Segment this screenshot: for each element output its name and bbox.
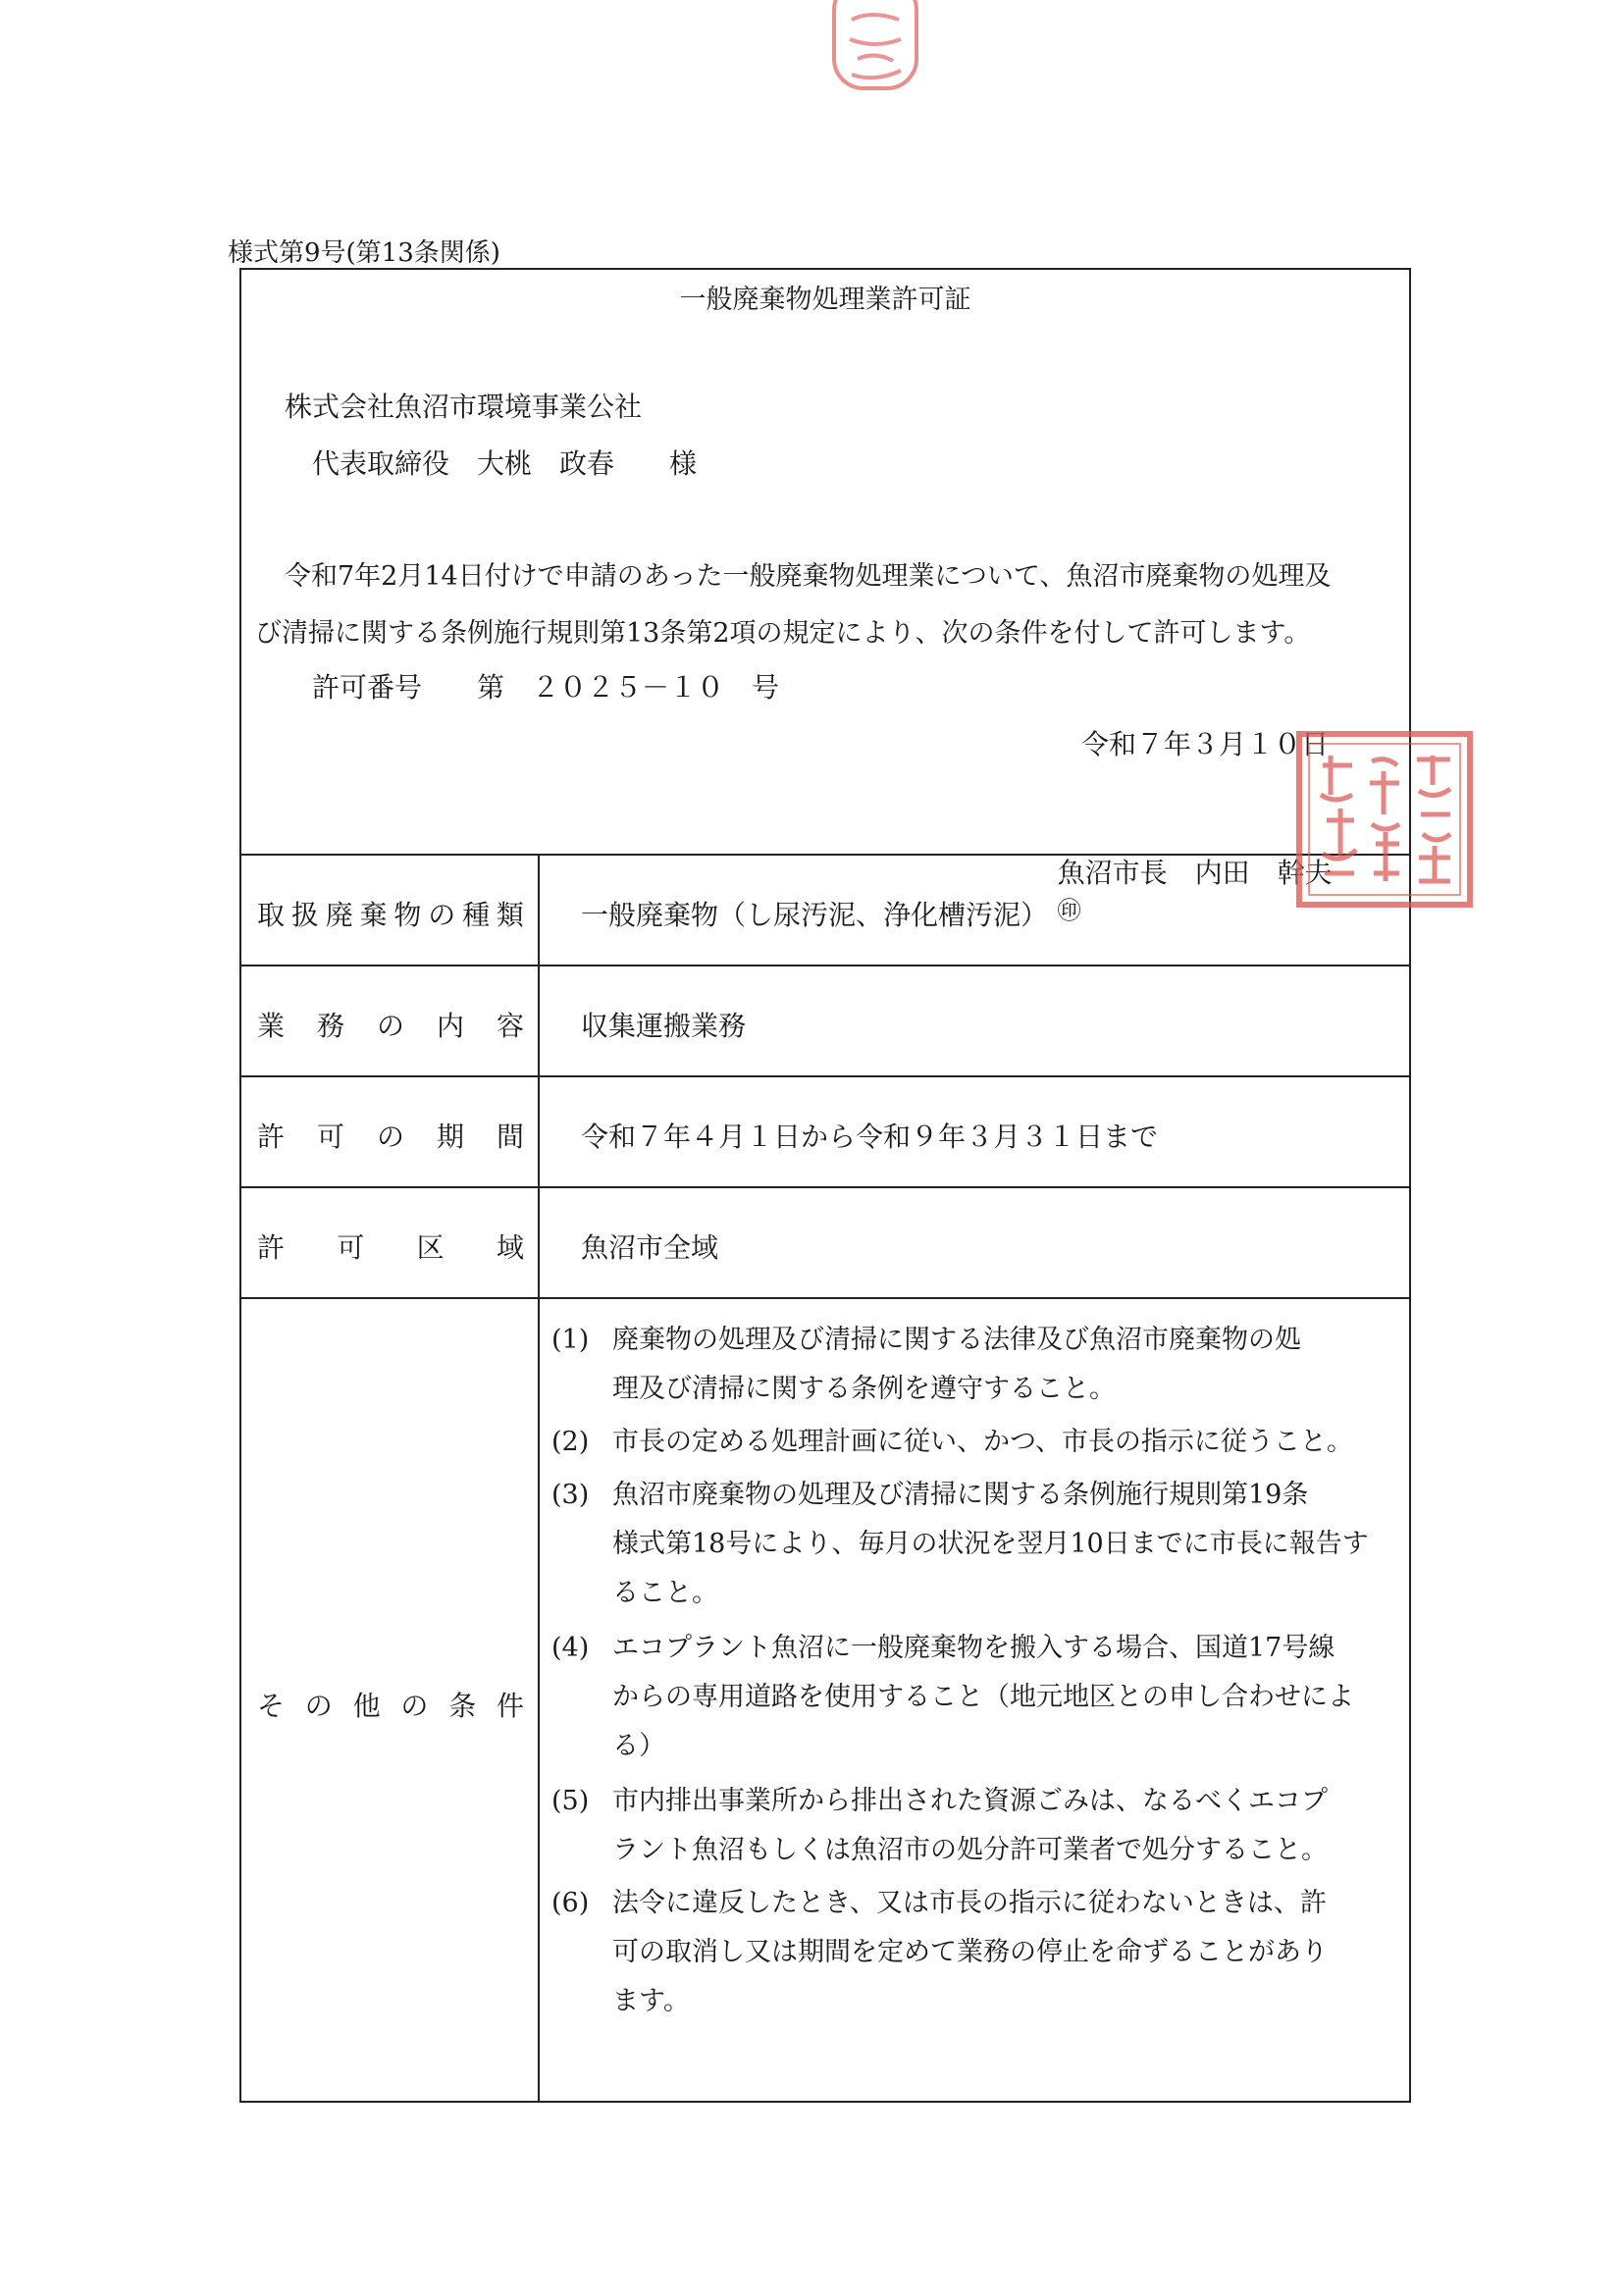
row-rule-3 [241, 1186, 1409, 1188]
table-column-rule [538, 854, 540, 2103]
condition-line: 可の取消し又は期間を定めて業務の停止を命ずることがあり [612, 1937, 1328, 1967]
condition-line: 様式第18号により、毎月の状況を翌月10日までに市長に報告す [612, 1529, 1369, 1559]
body-line-2: び清掃に関する条例施行規則第13条第2項の規定により、次の条件を付して許可します。 [255, 618, 1311, 649]
condition-line: ること。 [612, 1578, 718, 1608]
row-value-permit-area: 魚沼市全域 [581, 1231, 719, 1264]
condition-line: 市内排出事業所から排出された資源ごみは、なるべくエコプ [612, 1786, 1328, 1816]
condition-line: ラント魚沼もしくは魚沼市の処分許可業者で処分すること。 [612, 1835, 1328, 1865]
condition-line: 理及び清掃に関する条例を遵守すること。 [612, 1374, 1116, 1404]
condition-number: (2) [551, 1427, 590, 1457]
condition-item [551, 1777, 1401, 1875]
row-label-waste-type: 取 扱 廃 棄 物 の 種 類 [257, 899, 524, 931]
row-label-business-content: 業 務 の 内 容 [257, 1010, 524, 1042]
issuer [1022, 819, 1333, 958]
row-value-business-content: 収集運搬業務 [581, 1010, 747, 1042]
condition-item [551, 1879, 1401, 2026]
condition-line: 市長の定める処理計画に従い、かつ、市長の指示に従うこと。 [612, 1427, 1353, 1457]
row-value-permit-period: 令和７年４月１日から令和９年３月３１日まで [581, 1121, 1159, 1153]
mayor-official-seal [1291, 726, 1478, 913]
addressee-representative: 代表取締役 大桃 政春 様 [312, 447, 698, 480]
condition-number: (4) [551, 1633, 590, 1663]
condition-number: (5) [551, 1786, 590, 1816]
top-seal [822, 0, 930, 108]
condition-number: (1) [551, 1325, 590, 1355]
form-number: 様式第9号(第13条関係) [228, 238, 500, 268]
seal-mark: ㊞ [1057, 897, 1081, 924]
condition-number: (3) [551, 1480, 590, 1510]
condition-item [551, 1471, 1401, 1618]
issue-date: 令和７年３月１０日 [1081, 728, 1330, 760]
condition-item [551, 1624, 1401, 1771]
row-rule-1 [241, 965, 1409, 966]
condition-line: る） [612, 1731, 665, 1761]
condition-line: 廃棄物の処理及び清掃に関する法律及び魚沼市廃棄物の処 [612, 1325, 1301, 1355]
row-rule-2 [241, 1075, 1409, 1077]
condition-line: ます。 [612, 1986, 690, 2016]
permit-frame [239, 268, 1411, 2103]
permit-number: 許可番号 第 ２０２５－１０ 号 [312, 671, 780, 704]
condition-line: からの専用道路を使用すること（地元地区との申し合わせによ [612, 1682, 1354, 1712]
row-label-permit-area: 許 可 区 域 [257, 1231, 524, 1264]
row-rule-4 [241, 1297, 1409, 1299]
condition-line: エコプラント魚沼に一般廃棄物を搬入する場合、国道17号線 [612, 1633, 1335, 1663]
body-line-1: 令和7年2月14日付けで申請のあった一般廃棄物処理業について、魚沼市廃棄物の処理及 [285, 561, 1332, 592]
table-top-rule [241, 854, 1409, 856]
issuer-name: 魚沼市長 内田 幹夫 [1057, 857, 1333, 889]
row-value-waste-type: 一般廃棄物（し尿汚泥、浄化槽汚泥） [581, 899, 1049, 931]
condition-line: 魚沼市廃棄物の処理及び清掃に関する条例施行規則第19条 [612, 1480, 1309, 1510]
condition-item [551, 1418, 1401, 1467]
condition-number: (6) [551, 1888, 590, 1918]
condition-item [551, 1316, 1401, 1414]
row-label-permit-period: 許 可 の 期 間 [257, 1121, 524, 1153]
condition-line: 法令に違反したとき、又は市長の指示に従わないときは、許 [612, 1888, 1327, 1918]
document-title: 一般廃棄物処理業許可証 [679, 285, 971, 315]
row-label-other-conditions: そ の 他 の 条 件 [257, 1690, 524, 1722]
addressee-company: 株式会社魚沼市環境事業公社 [285, 391, 643, 423]
